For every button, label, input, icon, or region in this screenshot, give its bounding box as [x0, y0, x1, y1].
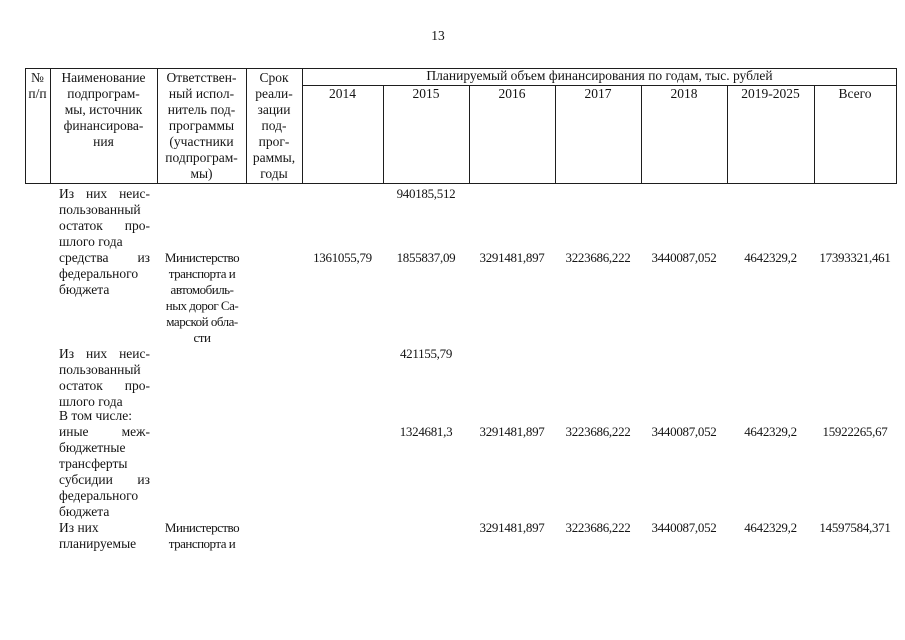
cell-text-line: транспорта и	[168, 536, 236, 551]
cell-text-line: бюджета	[59, 282, 110, 297]
cell-text-line: остаток про-	[59, 218, 150, 233]
header-text-line: Срок	[259, 70, 289, 85]
header-text-line: №	[31, 70, 44, 85]
header-text-line: ный испол-	[168, 86, 235, 101]
header-text-line: нитель под-	[167, 102, 236, 117]
table-row	[0, 250, 905, 345]
value-2017: 3223686,222	[565, 250, 631, 265]
value-2017: 3223686,222	[565, 520, 631, 535]
cell-text-line: пользованный	[59, 202, 141, 217]
header-number-cell	[25, 70, 50, 102]
header-bottom-border	[25, 183, 897, 184]
cell-text-line: Из них неис-	[59, 346, 150, 361]
header-text-line: мы, источник	[64, 102, 143, 117]
row-executor-cell	[159, 520, 245, 552]
page-number: 13	[431, 28, 445, 43]
cell-text-line: сти	[193, 330, 211, 345]
table-row	[0, 408, 905, 519]
cell-text-line: средства из	[59, 250, 150, 265]
header-year-2015: 2015	[412, 86, 440, 101]
value-2015: 1324681,3	[399, 424, 453, 439]
value-2018: 3440087,052	[651, 250, 717, 265]
header-text-line: мы)	[190, 166, 213, 181]
header-financing-title: Планируемый объем финансирования по годам, тыс. рублей	[426, 68, 773, 83]
table-row	[0, 186, 905, 249]
header-text-line: (участники	[169, 134, 234, 149]
header-text-line: Наименование	[61, 70, 146, 85]
cell-text-line: иные меж-	[59, 424, 150, 439]
value-2018: 3440087,052	[651, 424, 717, 439]
header-year-2014: 2014	[329, 86, 356, 101]
value-2016: 3291481,897	[479, 424, 545, 439]
cell-text-line: трансферты	[59, 456, 128, 471]
header-text-line: реали-	[255, 86, 293, 101]
row-name-cell	[59, 346, 150, 410]
header-text-line: прог-	[258, 134, 290, 149]
row-name-cell	[59, 408, 150, 520]
value-total: 17393321,461	[819, 250, 891, 265]
cell-text-line: транспорта и	[168, 266, 236, 281]
value-2014: 1361055,79	[313, 250, 372, 265]
cell-text-line: марской обла-	[166, 314, 238, 329]
header-text-line: годы	[260, 166, 288, 181]
header-year-2016: 2016	[498, 86, 526, 101]
cell-text-line: Из них	[59, 520, 99, 535]
cell-text-line: субсидии из	[59, 472, 150, 487]
cell-text-line: федерального	[59, 488, 139, 503]
header-text-line: ния	[93, 134, 114, 149]
cell-text-line: Министерство	[164, 520, 240, 535]
cell-text-line: Из них неис-	[59, 186, 150, 201]
header-text-line: программы	[168, 118, 235, 133]
value-total: 15922265,67	[822, 424, 888, 439]
table-row	[0, 520, 905, 551]
table-row	[0, 346, 905, 409]
value-2015: 940185,512	[396, 186, 456, 201]
row-executor-cell	[159, 250, 245, 346]
header-text-line: зации	[257, 102, 291, 117]
value-2016: 3291481,897	[479, 250, 545, 265]
header-text-line: раммы,	[252, 150, 296, 165]
cell-text-line: В том числе:	[59, 408, 132, 423]
value-2018: 3440087,052	[651, 520, 717, 535]
cell-text-line: остаток про-	[59, 378, 150, 393]
value-2019-2025: 4642329,2	[744, 250, 797, 265]
value-2016: 3291481,897	[479, 520, 545, 535]
header-text-line: п/п	[28, 86, 47, 101]
cell-text-line: автомобиль-	[170, 282, 234, 297]
row-name-cell	[59, 186, 150, 250]
cell-text-line: шлого года	[59, 394, 123, 409]
header-total: Всего	[838, 86, 872, 101]
cell-text-line: пользованный	[59, 362, 141, 377]
value-2019-2025: 4642329,2	[744, 424, 797, 439]
value-2015: 1855837,09	[396, 250, 456, 265]
value-2017: 3223686,222	[565, 424, 631, 439]
cell-text-line: шлого года	[59, 234, 123, 249]
table-right-border	[896, 68, 897, 184]
header-text-line: под-	[261, 118, 287, 133]
cell-text-line: бюджета	[59, 504, 110, 519]
cell-text-line: бюджетные	[59, 440, 126, 455]
value-2015: 421155,79	[399, 346, 453, 361]
header-name-cell	[50, 70, 157, 150]
value-2019-2025: 4642329,2	[744, 520, 797, 535]
header-text-line: Ответствен-	[166, 70, 237, 85]
cell-text-line: ных дорог Са-	[165, 298, 239, 313]
value-total: 14597584,371	[819, 520, 891, 535]
cell-text-line: планируемые	[59, 536, 137, 551]
header-executor-cell	[157, 70, 246, 182]
cell-text-line: федерального	[59, 266, 139, 281]
header-text-line: подпрограм-	[67, 86, 140, 101]
header-text-line: финансирова-	[63, 118, 144, 133]
header-term-cell	[246, 70, 302, 182]
header-year-2017: 2017	[584, 86, 612, 101]
header-year-2019-2025: 2019-2025	[741, 86, 800, 101]
row-name-cell	[59, 250, 150, 298]
header-text-line: подпрограм-	[165, 150, 238, 165]
header-year-2018: 2018	[670, 86, 698, 101]
cell-text-line: Министерство	[164, 250, 240, 265]
row-name-cell	[59, 520, 150, 552]
